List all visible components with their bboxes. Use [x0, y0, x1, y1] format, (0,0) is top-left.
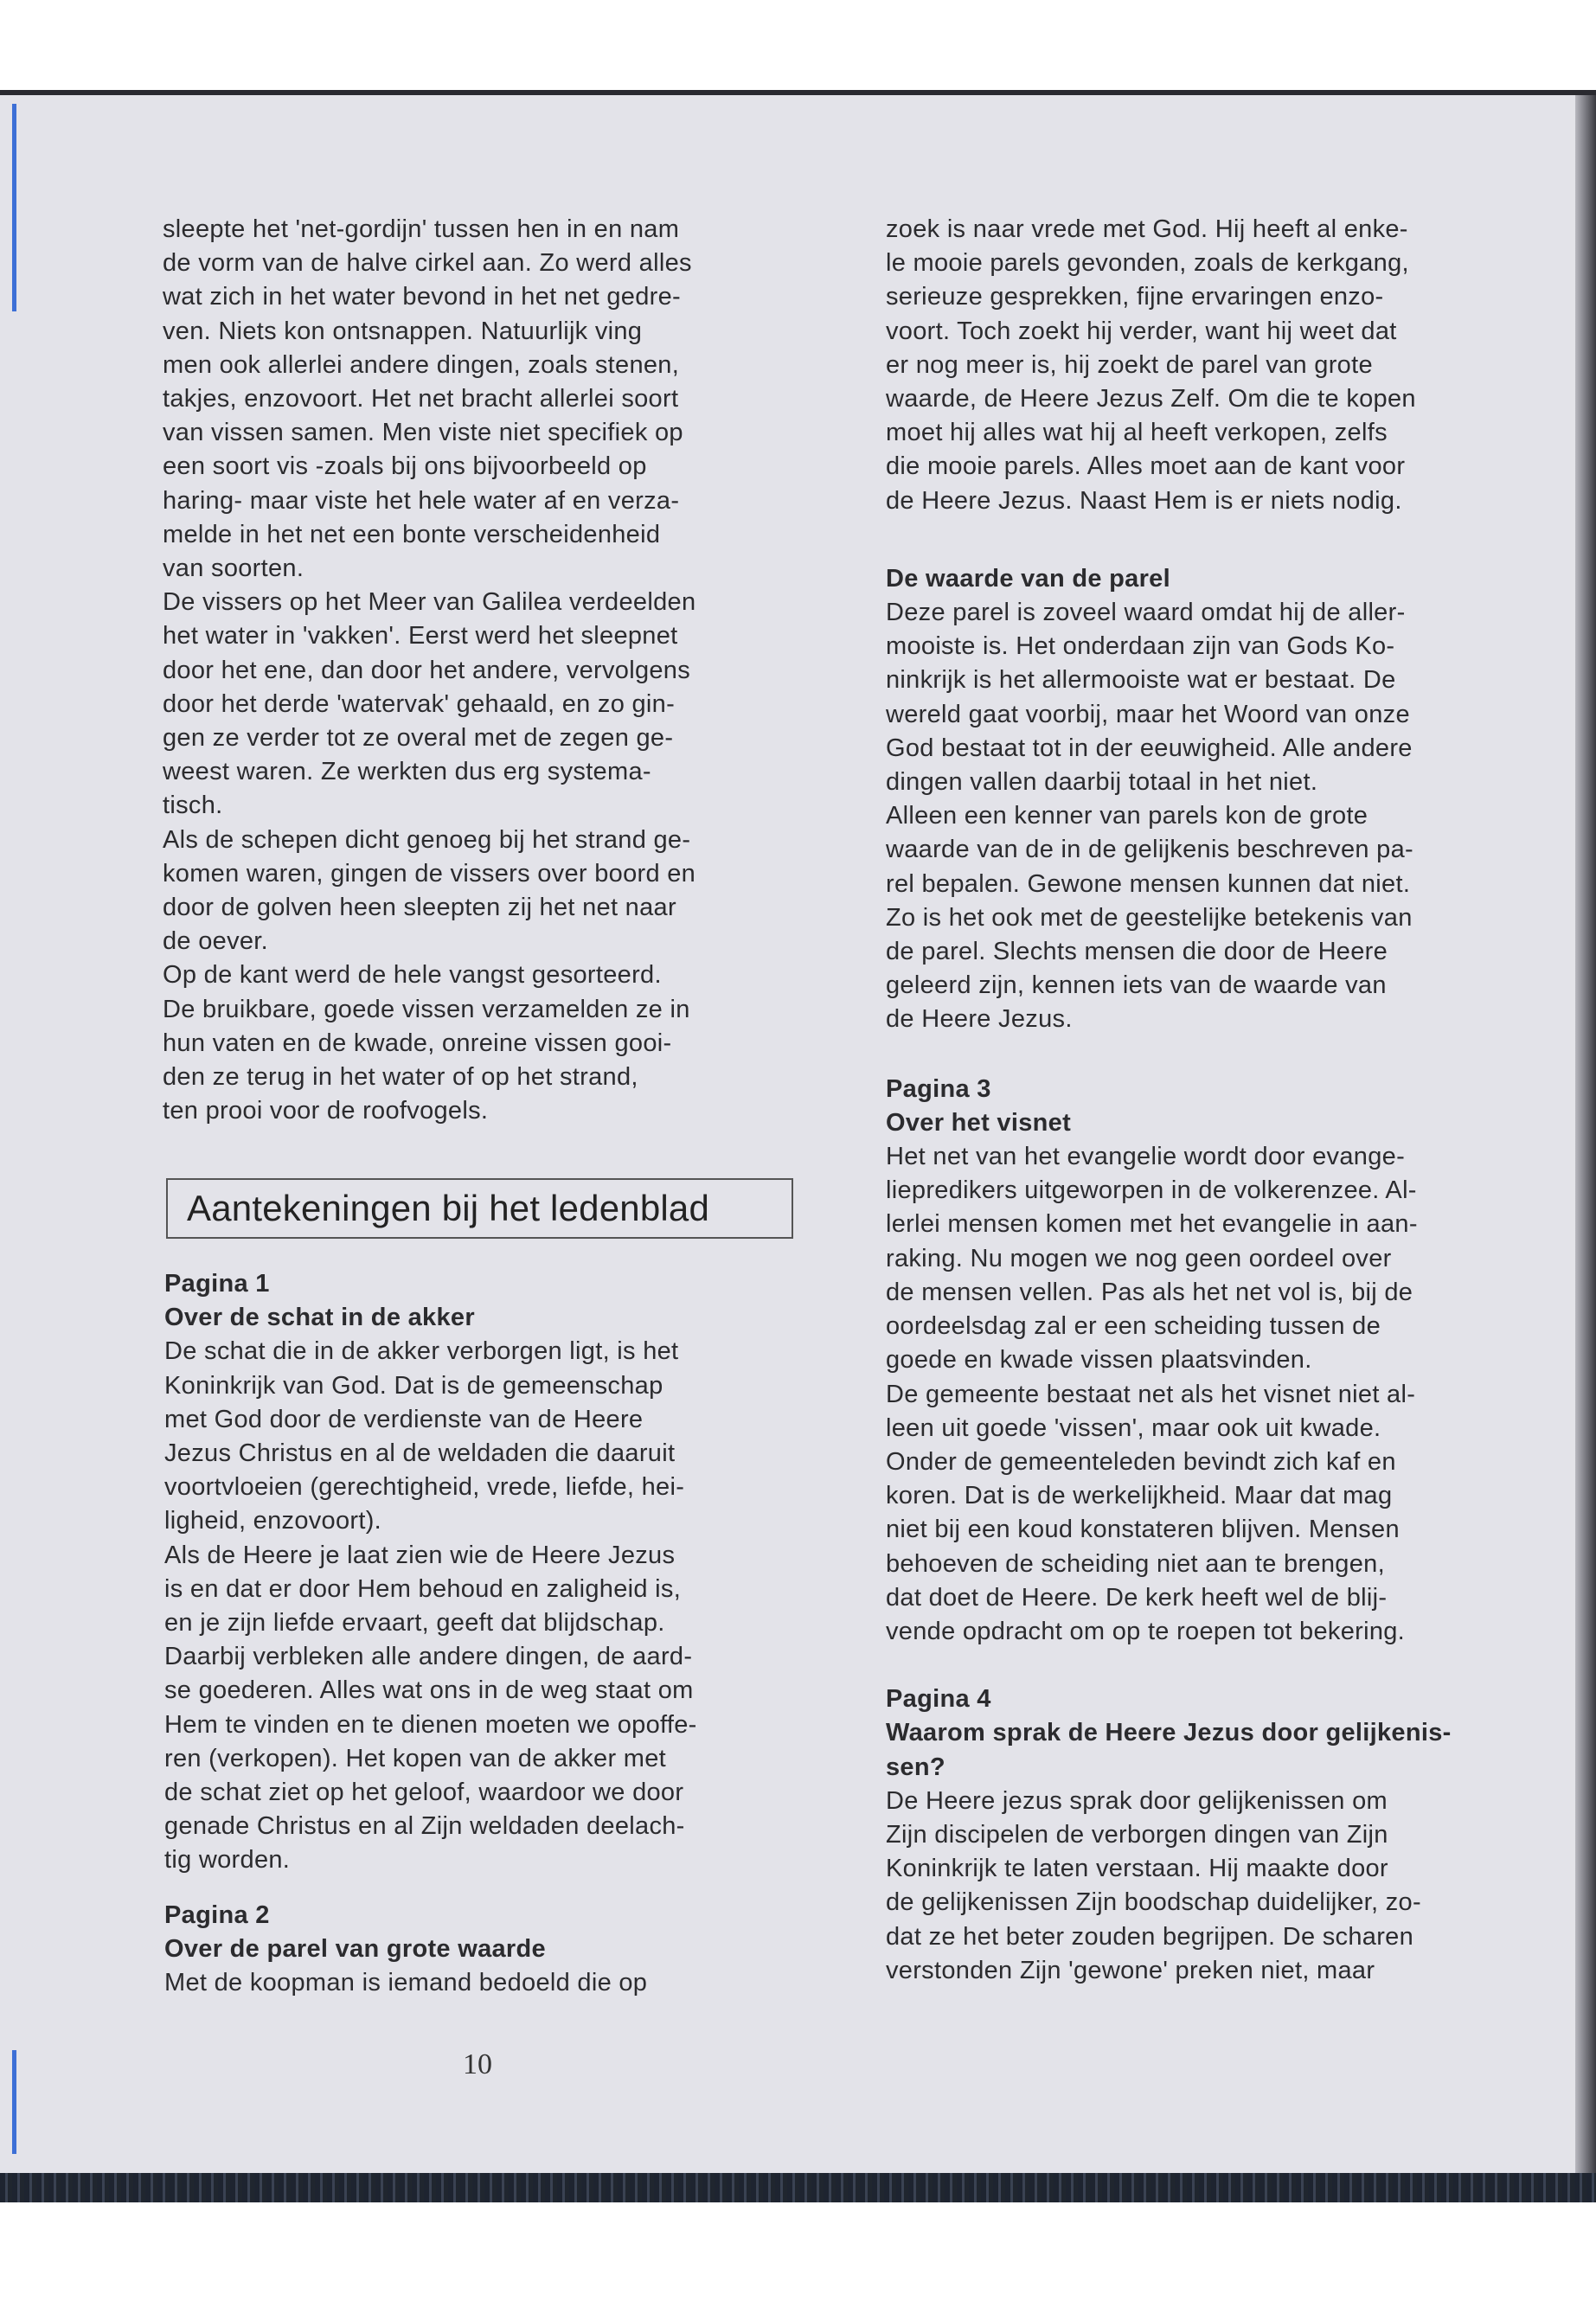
- text-line: melde in het net een bonte verscheidenheid: [163, 520, 661, 548]
- text-line: komen waren, gingen de vissers over boord en: [163, 859, 696, 888]
- text-line: men ook allerlei andere dingen, zoals stenen,: [163, 350, 680, 379]
- text-line: er nog meer is, hij zoekt de parel van grote: [886, 350, 1373, 379]
- text-line: Pagina 2: [164, 1900, 270, 1929]
- text-line: ven. Niets kon ontsnappen. Natuurlijk ving: [163, 317, 643, 345]
- text-line: waarde van de in de gelijkenis beschreven pa-: [886, 836, 1413, 864]
- text-line: De gemeente bestaat net als het visnet niet al-: [886, 1380, 1416, 1408]
- section-title-box: Aantekeningen bij het ledenblad: [166, 1178, 793, 1239]
- text-line: Als de schepen dicht genoeg bij het strand ge-: [163, 825, 691, 854]
- right-column: [886, 213, 1526, 1988]
- paragraph: [163, 824, 803, 959]
- page-number: 10: [463, 2048, 492, 2080]
- text-line: ninkrijk is het allermooiste wat er bestaat. De: [886, 666, 1396, 695]
- text-line: takjes, enzovoort. Het net bracht allerlei soort: [163, 385, 679, 413]
- text-line: waarde, de Heere Jezus Zelf. Om die te kopen: [886, 385, 1416, 413]
- text-line: De Heere jezus sprak door gelijkenissen om: [886, 1786, 1388, 1815]
- text-line: niet bij een koud konstateren blijven. Mensen: [886, 1516, 1400, 1544]
- text-line: geleerd zijn, kennen iets van de waarde van: [886, 971, 1387, 1000]
- text-line: haring- maar viste het hele water af en verza-: [163, 486, 680, 515]
- text-line: door de golven heen sleepten zij het net naar: [163, 894, 676, 922]
- text-line: met God door de verdienste van de Heere: [164, 1405, 644, 1433]
- text-line: Koninkrijk te laten verstaan. Hij maakte door: [886, 1855, 1388, 1883]
- text-line: de gelijkenissen Zijn boodschap duidelijker, zo-: [886, 1888, 1421, 1917]
- text-line: le mooie parels gevonden, zoals de kerkgang,: [886, 249, 1409, 278]
- text-line: lerlei mensen komen met het evangelie in aan-: [886, 1210, 1418, 1239]
- paragraph: [163, 586, 803, 823]
- left-column-notes: [164, 1267, 804, 2000]
- text-line: se goederen. Alles wat ons in de weg staat om: [164, 1676, 694, 1705]
- text-line: wat zich in het water bevond in het net gedre-: [163, 283, 681, 311]
- text-line: de mensen vellen. Pas als het net vol is, bij de: [886, 1278, 1413, 1306]
- section-heading: [886, 1682, 1526, 1785]
- text-line: een soort vis -zoals bij ons bijvoorbeeld op: [163, 452, 647, 481]
- text-line: Onder de gemeenteleden bevindt zich kaf en: [886, 1447, 1396, 1476]
- left-column-top: [163, 213, 803, 1128]
- text-line: liepredikers uitgeworpen in de volkerenzee. Al-: [886, 1176, 1417, 1205]
- text-line: tisch.: [163, 792, 223, 820]
- text-line: wereld gaat voorbij, maar het Woord van onze: [886, 700, 1410, 728]
- text-line: De waarde van de parel: [886, 564, 1170, 593]
- text-line: vende opdracht om op te roepen tot bekering.: [886, 1617, 1406, 1645]
- text-line: weest waren. Ze werkten dus erg systema-: [163, 758, 651, 786]
- book-spine-edge: [1575, 95, 1596, 2197]
- section-heading: [164, 1267, 804, 1335]
- text-line: en je zijn liefde ervaart, geeft dat blijdschap.: [164, 1609, 665, 1638]
- paragraph: [163, 958, 803, 1128]
- text-line: tig worden.: [164, 1846, 291, 1875]
- text-line: koren. Dat is de werkelijkheid. Maar dat mag: [886, 1482, 1393, 1510]
- text-line: Deze parel is zoveel waard omdat hij de aller-: [886, 599, 1406, 627]
- text-line: Op de kant werd de hele vangst gesorteerd.: [163, 961, 662, 990]
- paragraph: [886, 1140, 1526, 1377]
- paragraph: [886, 213, 1526, 518]
- text-line: Over de schat in de akker: [164, 1304, 475, 1332]
- section-heading: [886, 562, 1526, 596]
- text-line: behoeven de scheiding niet aan te brengen,: [886, 1549, 1385, 1578]
- book-bottom-edge: [0, 2173, 1596, 2202]
- text-line: Over de parel van grote waarde: [164, 1934, 546, 1963]
- text-line: sen?: [886, 1753, 945, 1781]
- text-line: het water in 'vakken'. Eerst werd het sleepnet: [163, 622, 678, 651]
- paragraph: [886, 799, 1526, 1036]
- text-line: sleepte het 'net-gordijn' tussen hen in en nam: [163, 215, 680, 243]
- text-line: leen uit goede 'vissen', maar ook uit kwade.: [886, 1413, 1381, 1442]
- text-line: De schat die in de akker verborgen ligt, is het: [164, 1337, 679, 1366]
- text-line: Jezus Christus en al de weldaden die daaruit: [164, 1439, 676, 1468]
- text-line: oordeelsdag zal er een scheiding tussen de: [886, 1312, 1381, 1341]
- text-line: de Heere Jezus.: [886, 1005, 1073, 1034]
- text-line: van soorten.: [163, 554, 304, 583]
- text-line: van vissen samen. Men viste niet specifiek op: [163, 419, 683, 447]
- text-line: door het derde 'watervak' gehaald, en zo gin-: [163, 689, 676, 718]
- text-line: goede en kwade vissen plaatsvinden.: [886, 1346, 1312, 1375]
- text-line: moet hij alles wat hij al heeft verkopen, zelfs: [886, 419, 1388, 447]
- text-line: door het ene, dan door het andere, vervolgens: [163, 656, 691, 684]
- text-line: dat ze het beter zouden begrijpen. De scharen: [886, 1922, 1414, 1951]
- text-line: Daarbij verbleken alle andere dingen, de aard-: [164, 1643, 693, 1671]
- paragraph: [163, 213, 803, 586]
- text-line: zoek is naar vrede met God. Hij heeft al enke-: [886, 215, 1408, 243]
- text-line: Hem te vinden en te dienen moeten we opoffe-: [164, 1710, 697, 1739]
- text-line: ren (verkopen). Het kopen van de akker met: [164, 1744, 666, 1772]
- text-line: verstonden Zijn 'gewone' preken niet, maar: [886, 1956, 1375, 1984]
- paragraph: [164, 1966, 804, 2000]
- text-line: Koninkrijk van God. Dat is de gemeenschap: [164, 1371, 663, 1400]
- text-line: de vorm van de halve cirkel aan. Zo werd alles: [163, 249, 692, 278]
- text-line: Over het visnet: [886, 1108, 1072, 1137]
- text-line: Pagina 4: [886, 1685, 991, 1714]
- text-line: ten prooi voor de roofvogels.: [163, 1097, 489, 1125]
- text-line: voortvloeien (gerechtigheid, vrede, liefde, hei-: [164, 1473, 685, 1502]
- text-line: Zo is het ook met de geestelijke betekenis van: [886, 903, 1413, 932]
- text-line: Als de Heere je laat zien wie de Heere Jezus: [164, 1541, 676, 1569]
- text-line: Het net van het evangelie wordt door evange-: [886, 1143, 1406, 1171]
- text-line: Met de koopman is iemand bedoeld die op: [164, 1969, 648, 1997]
- text-line: mooiste is. Het onderdaan zijn van Gods Ko-: [886, 632, 1395, 661]
- text-line: hun vaten en de kwade, onreine vissen gooi-: [163, 1029, 672, 1057]
- text-line: Pagina 1: [164, 1270, 270, 1298]
- page-top-edge: [0, 90, 1596, 95]
- paragraph: [164, 1539, 804, 1878]
- text-line: raking. Nu mogen we nog geen oordeel over: [886, 1244, 1392, 1272]
- section-heading: [886, 1073, 1526, 1140]
- text-line: ligheid, enzovoort).: [164, 1507, 382, 1535]
- text-line: Waarom sprak de Heere Jezus door gelijkenis-: [886, 1719, 1452, 1747]
- text-line: de parel. Slechts mensen die door de Heere: [886, 938, 1388, 966]
- section-heading: [164, 1899, 804, 1966]
- text-line: de oever.: [163, 927, 269, 956]
- text-line: gen ze verder tot ze overal met de zegen ge-: [163, 724, 674, 753]
- text-line: rel bepalen. Gewone mensen kunnen dat niet.: [886, 869, 1411, 898]
- text-line: die mooie parels. Alles moet aan de kant voor: [886, 452, 1406, 481]
- scan-margin-mark: [12, 2050, 16, 2154]
- paragraph: [886, 596, 1526, 799]
- text-line: genade Christus en al Zijn weldaden deelach-: [164, 1812, 685, 1841]
- paragraph: [886, 1378, 1526, 1650]
- text-line: De vissers op het Meer van Galilea verdeelden: [163, 588, 696, 617]
- text-line: voort. Toch zoekt hij verder, want hij weet dat: [886, 317, 1397, 345]
- text-line: God bestaat tot in der eeuwigheid. Alle andere: [886, 734, 1413, 762]
- text-line: serieuze gesprekken, fijne ervaringen enzo-: [886, 283, 1384, 311]
- text-line: de schat ziet op het geloof, waardoor we door: [164, 1779, 684, 1807]
- text-line: dat doet de Heere. De kerk heeft wel de blij-: [886, 1583, 1388, 1612]
- scan-margin-mark: [12, 104, 16, 311]
- paragraph: [164, 1335, 804, 1538]
- text-line: Alleen een kenner van parels kon de grote: [886, 802, 1368, 830]
- text-line: de Heere Jezus. Naast Hem is er niets nodig.: [886, 486, 1402, 515]
- text-line: Pagina 3: [886, 1074, 991, 1103]
- text-line: is en dat er door Hem behoud en zaligheid is,: [164, 1574, 682, 1603]
- paragraph: [886, 1785, 1526, 1988]
- text-line: dingen vallen daarbij totaal in het niet.: [886, 768, 1318, 797]
- text-line: den ze terug in het water of op het strand,: [163, 1063, 638, 1092]
- text-line: Zijn discipelen de verborgen dingen van Zijn: [886, 1820, 1388, 1849]
- text-line: De bruikbare, goede vissen verzamelden ze in: [163, 995, 690, 1023]
